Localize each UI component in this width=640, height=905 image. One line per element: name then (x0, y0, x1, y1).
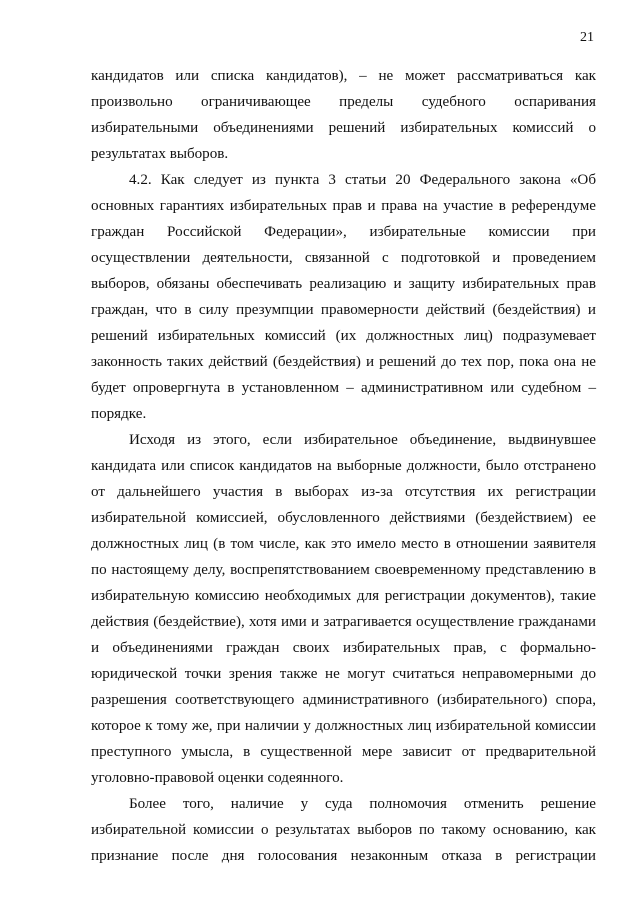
text-line: должностных лиц (в том числе, как это имело место в отношении заявителя (91, 536, 596, 552)
text-line: признание после дня голосования незаконным отказа в регистрации (91, 848, 596, 864)
text-line: избирательными объединениями решений избирательных комиссий о (91, 120, 596, 136)
page-number: 21 (580, 30, 594, 45)
text-line: 4.2. Как следует из пункта 3 статьи 20 Федерального закона «Об (129, 172, 596, 188)
paragraph-1 (91, 63, 596, 167)
text-line: и объединениями граждан своих избирательных прав, с формально- (91, 640, 596, 656)
text-line: кандидатов или списка кандидатов), – не может рассматриваться как (91, 68, 596, 84)
text-line: произвольно ограничивающее пределы судебного оспаривания (91, 94, 596, 110)
text-line: решений избирательных комиссий (их должностных лиц) подразумевает (91, 328, 596, 344)
text-line: кандидата или список кандидатов на выборные должности, было отстранено (91, 458, 596, 474)
text-line: осуществлении деятельности, связанной с подготовкой и проведением (91, 250, 596, 266)
text-line: Исходя из этого, если избирательное объединение, выдвинувшее (129, 432, 596, 448)
text-line: основных гарантиях избирательных прав и права на участие в референдуме (91, 198, 596, 214)
text-line: преступного умысла, в существенной мере зависит от предварительной (91, 744, 596, 760)
text-line: граждан Российской Федерации», избирательные комиссии при (91, 224, 596, 240)
text-line: действия (бездействие), хотя ими и затрагивается осуществление гражданами (91, 614, 596, 630)
paragraph-2 (91, 167, 596, 427)
text-line: законность таких действий (бездействия) и решений до тех пор, пока она не (91, 354, 596, 370)
text-line: избирательной комиссией, обусловленного действиями (бездействием) ее (91, 510, 596, 526)
text-line: граждан, что в силу презумпции правомерности действий (бездействия) и (91, 302, 596, 318)
text-line: избирательной комиссии о результатах выборов по такому основанию, как (91, 822, 596, 838)
text-line: выборов, обязаны обеспечивать реализацию и защиту избирательных прав (91, 276, 596, 292)
text-line: уголовно-правовой оценки содеянного. (91, 770, 344, 786)
document-body (91, 63, 596, 869)
text-line: юридической точки зрения также не могут считаться неправомерными до (91, 666, 596, 682)
text-line: от дальнейшего участия в выборах из-за отсутствия их регистрации (91, 484, 596, 500)
text-line: порядке. (91, 406, 147, 422)
text-line: которое к тому же, при наличии у должностных лиц избирательной комиссии (91, 718, 596, 734)
paragraph-3 (91, 427, 596, 791)
text-line: Более того, наличие у суда полномочия отменить решение (129, 796, 596, 812)
text-line: избирательную комиссию необходимых для регистрации документов), такие (91, 588, 596, 604)
text-line: по настоящему делу, воспрепятствованием своевременному представлению в (91, 562, 596, 578)
text-line: будет опровергнута в установленном – административном или судебном – (91, 380, 596, 396)
paragraph-4 (91, 791, 596, 869)
text-line: результатах выборов. (91, 146, 229, 162)
text-line: разрешения соответствующего административного (избирательного) спора, (91, 692, 596, 708)
